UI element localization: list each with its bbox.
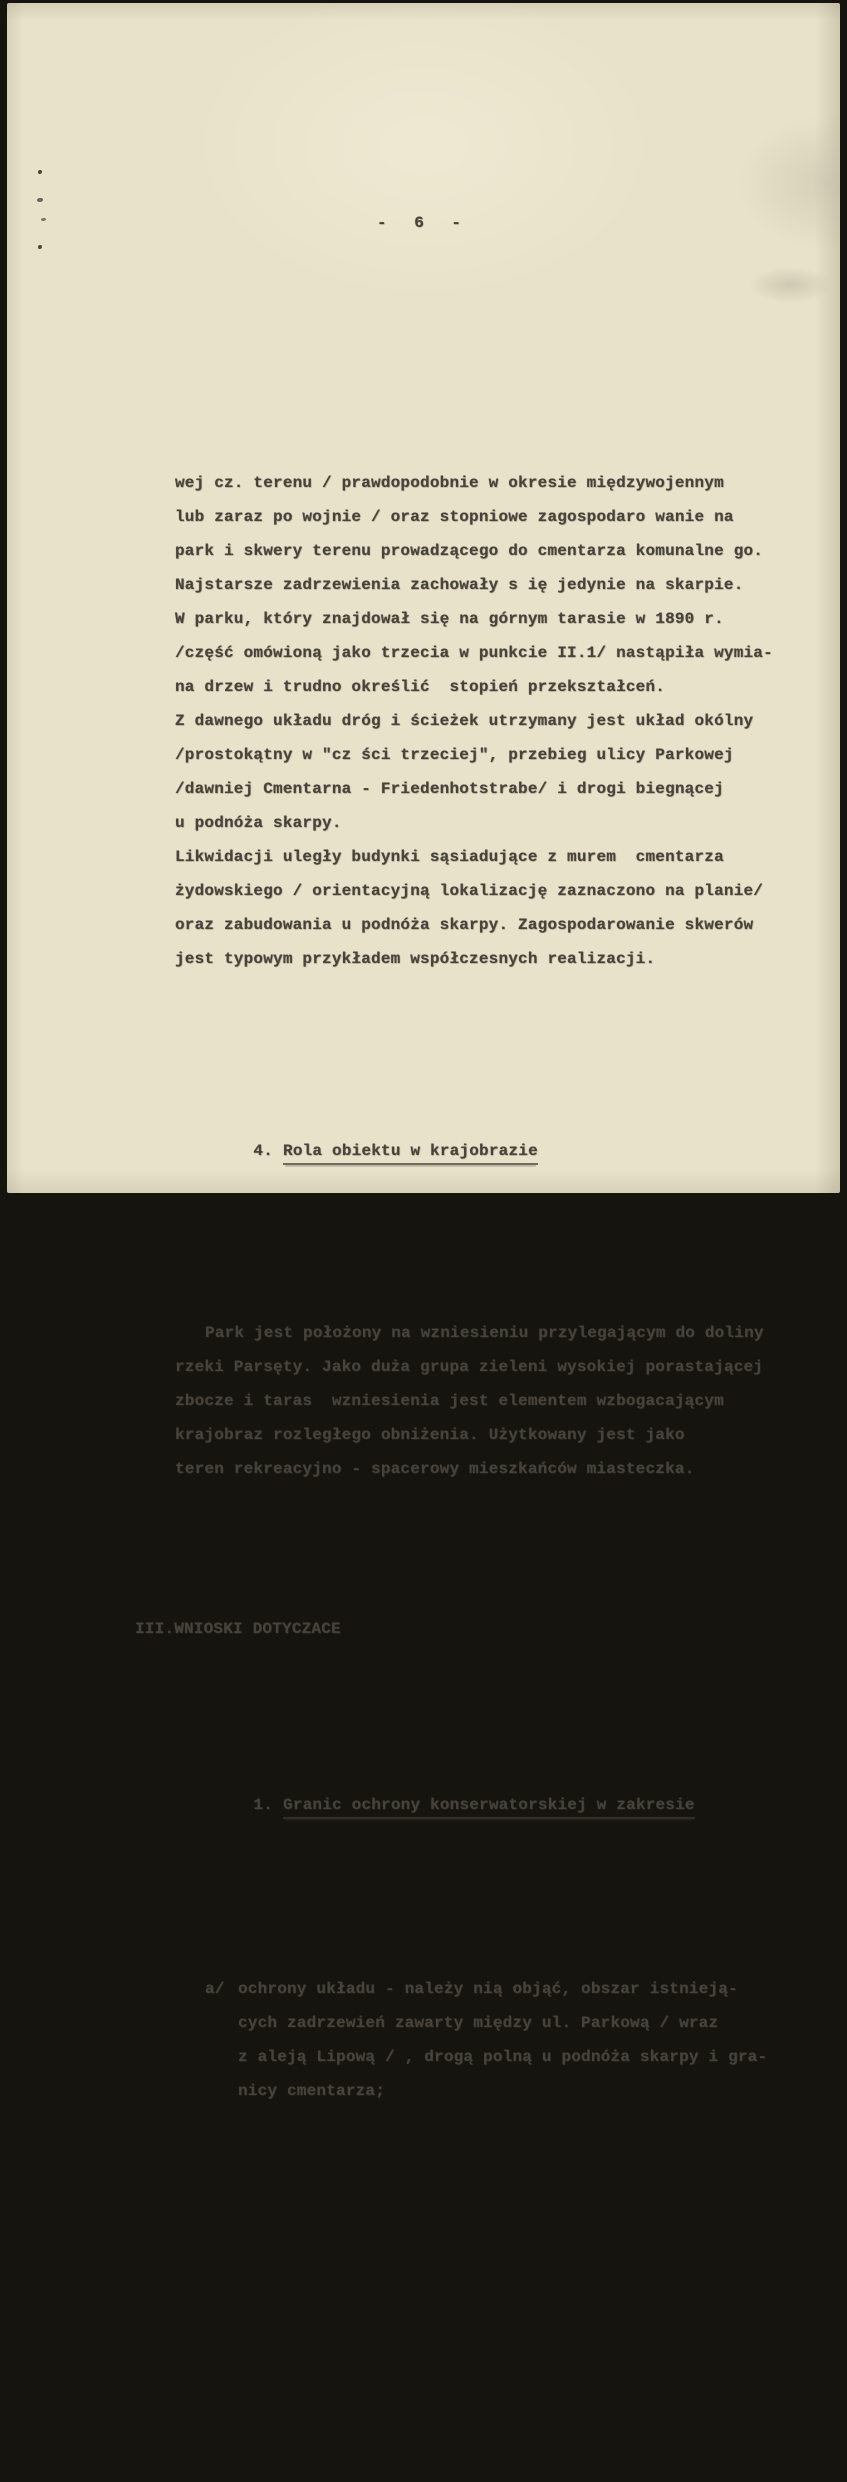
section-4-number: 4. <box>253 1142 274 1160</box>
text-line: z aleją Lipową / , drogą polną u podnóża skarpy i gra- <box>238 2048 768 2066</box>
text-line: cych zadrzewień zawarty między ul. Parkową / wraz <box>238 2014 719 2032</box>
page-number: - 6 - <box>376 214 470 232</box>
text-line: rzeki Parsęty. Jako duża grupa zieleni wysokiej porastającej <box>175 1358 764 1376</box>
text-line: jest typowym przykładem współczesnych realizacji. <box>175 950 656 968</box>
subitem-a <box>205 1972 800 2108</box>
text-line: nicy cmentarza; <box>238 2082 386 2100</box>
text-line: ochrony układu - należy nią objąć, obszar istnieją- <box>238 1980 738 1998</box>
text-line: /prostokątny w "cz ści trzeciej", przebieg ulicy Parkowej <box>175 746 734 764</box>
text-line: wej cz. terenu / prawdopodobnie w okresie międzywojennym <box>175 474 724 492</box>
text-body <box>7 342 840 2210</box>
section-4-paragraph <box>175 1316 800 1486</box>
section-4-title: Rola obiektu w krajobrazie <box>283 1142 538 1165</box>
text-line: zbocze i taras wzniesienia jest elementem wzbogacającym <box>175 1392 724 1410</box>
text-line: krajobraz rozległego obniżenia. Użytkowany jest jako <box>175 1426 685 1444</box>
ink-speck <box>38 245 42 249</box>
text-line: Najstarsze zadrzewienia zachowały s ię jedynie na skarpie. <box>175 576 744 594</box>
text-line: park i skwery terenu prowadzącego do cmentarza komunalne go. <box>175 542 764 560</box>
subitem-a-text <box>238 1972 767 2108</box>
text-line: u podnóża skarpy. <box>175 814 342 832</box>
text-line: Park jest położony na wzniesieniu przylegającym do doliny <box>205 1324 764 1342</box>
text-line: teren rekreacyjno - spacerowy mieszkańców miasteczka. <box>175 1460 695 1478</box>
paragraph-continuation <box>175 466 800 976</box>
item-1-heading <box>175 1754 800 1856</box>
ink-speck <box>38 170 42 174</box>
document-page <box>7 3 840 2100</box>
ink-speck <box>37 198 43 202</box>
text-line: na drzew i trudno określić stopień przekształceń. <box>175 678 666 696</box>
text-line: /część omówioną jako trzecia w punkcie II.1/ nastąpiła wymia- <box>175 644 773 662</box>
text-line: żydowskiego / orientacyjną lokalizację zaznaczono na planie/ <box>175 882 764 900</box>
item-1-title: Granic ochrony konserwatorskiej w zakresie <box>283 1796 695 1819</box>
subitem-a-label: a/ <box>205 1980 225 1998</box>
section-iii-heading: III.WNIOSKI DOTYCZACE <box>135 1620 341 1638</box>
text-line: oraz zabudowania u podnóża skarpy. Zagospodarowanie skwerów <box>175 916 754 934</box>
text-line: W parku, który znajdował się na górnym tarasie w 1890 r. <box>175 610 724 628</box>
text-line: lub zaraz po wojnie / oraz stopniowe zagospodaro wanie na <box>175 508 734 526</box>
text-line: Likwidacji uległy budynki sąsiadujące z murem cmentarza <box>175 848 724 866</box>
section-4-heading <box>175 1100 800 1202</box>
item-1-number: 1. <box>253 1796 274 1814</box>
text-line: Z dawnego układu dróg i ścieżek utrzymany jest układ okólny <box>175 712 754 730</box>
text-line: /dawniej Cmentarna - Friedenhotstrabe/ i drogi biegnącej <box>175 780 724 798</box>
